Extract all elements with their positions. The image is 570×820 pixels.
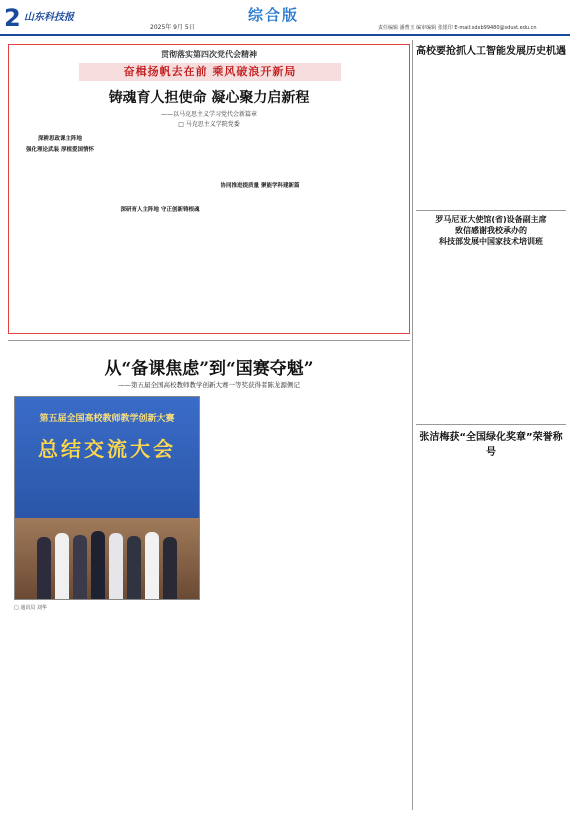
feature-title: 从“备课焦虑”到“国赛夺魁” <box>104 359 314 379</box>
spirit-subtitle: ——以马克思主义学习党代会新篇章 <box>160 111 257 118</box>
right-article-1-body <box>416 58 566 208</box>
spirit-subhead: 强化理论武装 厚植爱国情怀 <box>26 147 94 153</box>
person-figure <box>109 533 123 599</box>
masthead <box>0 0 570 40</box>
right-article-2-body <box>416 252 566 422</box>
person-figure <box>145 532 159 599</box>
editors-line: 责任编辑 潘曹玉 编审编辑 张银印 E-mail:sdxb99480@sdust.edu.cn <box>378 25 537 31</box>
right-article-3-title: 张洁梅获“全国绿化奖章”荣誉称号 <box>419 432 563 458</box>
spirit-banner: 奋楫扬帆去在前 乘风破浪开新局 <box>79 63 341 81</box>
right-article-2-title: 罗马尼亚大使馆(省)设备副主席 致信感谢我校承办的 科技部发展中国家技术培训班 <box>435 215 547 246</box>
feature-subtitle: ——第五届全国高校教师教学创新大赛一等奖获得者陈龙源侧记 <box>118 381 300 389</box>
spirit-column-2 <box>113 131 207 331</box>
spirit-subhead: 协同推进提质量 聚能学科建新篇 <box>220 183 300 189</box>
feature-column-2 <box>206 396 306 814</box>
page-number: 2 <box>4 4 21 32</box>
feature-column-1 <box>14 614 200 814</box>
photo-banner-main: 总结交流大会 <box>38 437 176 461</box>
spirit-column-1 <box>13 131 107 331</box>
spirit-article-box <box>8 44 410 334</box>
right-article-3-body <box>416 444 566 814</box>
person-figure <box>55 533 69 599</box>
column-divider <box>412 40 413 810</box>
section-name: 综合版 <box>248 6 300 24</box>
spirit-author: □ 马克思主义学院党委 <box>178 121 240 128</box>
divider <box>416 210 566 211</box>
paper-name: 山东科技报 <box>24 12 74 23</box>
spirit-column-3 <box>213 131 307 331</box>
person-figure <box>163 537 177 599</box>
divider <box>416 424 566 425</box>
person-figure <box>73 535 87 599</box>
spirit-subhead: 深耕思政课主阵地 <box>37 136 82 142</box>
spirit-kicker: 贯彻落实第四次党代会精神 <box>161 50 257 59</box>
spirit-title: 铸魂育人担使命 凝心聚力启新程 <box>108 90 310 106</box>
person-figure <box>91 531 105 599</box>
feature-column-3 <box>310 396 410 814</box>
spirit-column-4 <box>313 131 407 331</box>
person-figure <box>127 536 141 599</box>
photo-credit: □ 通讯员 刘华 <box>14 605 47 611</box>
award-photo <box>14 396 200 600</box>
person-figure <box>37 537 51 599</box>
masthead-rule <box>0 34 570 36</box>
spirit-subhead: 深研育人主阵地 守正创新铸根魂 <box>120 207 200 213</box>
photo-banner-top: 第五届全国高校教师教学创新大赛 <box>39 414 175 424</box>
issue-date: 2025年 9月 5日 <box>150 24 195 31</box>
divider <box>8 340 410 341</box>
right-article-1-title: 高校要抢抓人工智能发展历史机遇 <box>416 46 566 57</box>
